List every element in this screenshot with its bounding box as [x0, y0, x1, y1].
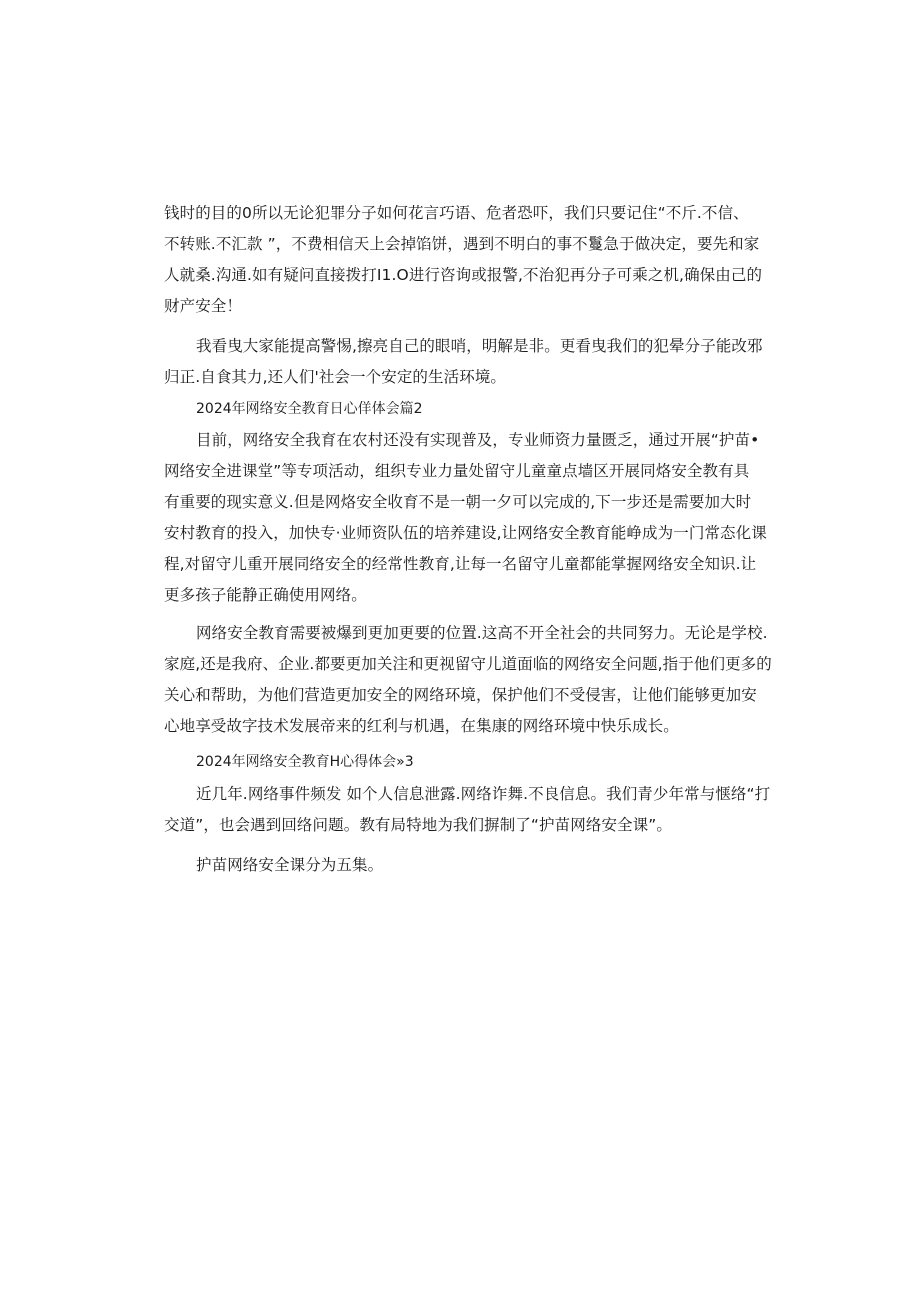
- paragraph-4-line-3: 关心和帮助，为他们营造更加安全的网络环境，保护他们不受侵害，让他们能够更加安: [164, 686, 757, 704]
- paragraph-1-line-1: 钱时的目的0所以无论犯罪分子如何花言巧语、危者恐吓，我们只要记住“不斤.不信、: [164, 204, 749, 222]
- paragraph-6-line-1: 护苗网络安全课分为五集。: [196, 856, 384, 874]
- section-heading-2-text: 2024年网络安全教育日心佯体会篇2: [196, 401, 423, 417]
- section-heading-3: [164, 748, 764, 776]
- paragraph-3-line-1: 目前，网络安全我育在农村还没有实现普及，专业师资力量匮乏，通过开展“护苗•: [196, 431, 760, 449]
- paragraph-3-line-5: 程,对留守儿重开展同络安全的经常性教育,让每一名留守儿童都能掌握网络安全知识.让: [164, 555, 757, 573]
- paragraph-4-line-2: 家庭,还是我府、企业.都要更加关注和更视留守儿道面临的网络安全问题,指于他们更多的: [164, 655, 772, 673]
- paragraph-4-line-1: 网络安全教育需要被爆到更加更要的位置.这高不开全社会的共同努力。无论是学校.: [196, 624, 768, 642]
- paragraph-6: [164, 850, 764, 881]
- paragraph-2-line-1: 我看曳大家能提高警惕,擦亮自己的眼哨，明解是非。更看曳我们的犯晕分子能改邪: [196, 337, 763, 355]
- paragraph-5-line-1: 近几年.网络事件频发 如个人信息泄露.网络诈舞.不良信息。我们青少年常与惬络“打: [196, 785, 771, 803]
- section-heading-2: [164, 395, 764, 423]
- paragraph-3: [164, 425, 767, 611]
- paragraph-3-line-3: 有重要的现实意义.但是网烙安全收育不是一朝一夕可以完成的,下一步还是需要加大时: [164, 493, 752, 511]
- paragraph-2: [164, 331, 764, 393]
- paragraph-4-line-4: 心地享受故字技术发展帝来的红利与机遇，在集康的网络环境中快乐成长。: [164, 717, 679, 735]
- paragraph-5-line-2: 交道”，也会遇到回络问题。教有局特地为我们摒制了“护苗网络安全课”。: [164, 816, 672, 834]
- section-heading-3-text: 2024年网络安全教育H心得体会»3: [196, 754, 414, 770]
- paragraph-3-line-2: 网络安全进课堂”等专项活动，组织专业力量处留守儿童童点墙区开展同烙安全教有具: [164, 462, 750, 480]
- paragraph-2-line-2: 归正.自食其力,还人们'社会一个安定的生活环境。: [164, 368, 507, 386]
- paragraph-3-line-6: 更多孩子能静正确使用网络。: [164, 586, 367, 604]
- paragraph-1-line-3: 人就桑.沟通.如有疑问直接拨打I1.O进行咨询或报警,不治犯再分子可乘之机,确保由己的: [164, 266, 763, 284]
- paragraph-5: [164, 779, 771, 841]
- paragraph-3-line-4: 安村教育的投入，加快专·业师资队伍的培养建设,让网络安全教育能峥成为一门常态化课: [164, 524, 767, 542]
- paragraph-4: [164, 618, 772, 742]
- paragraph-1-line-2: 不转账.不汇款 ”，不费相信天上会掉馅饼，遇到不明白的事不鬘急于做决定，要先和家: [164, 235, 760, 253]
- paragraph-1-line-4: 财产安全！: [164, 297, 243, 315]
- paragraph-1: [164, 198, 764, 322]
